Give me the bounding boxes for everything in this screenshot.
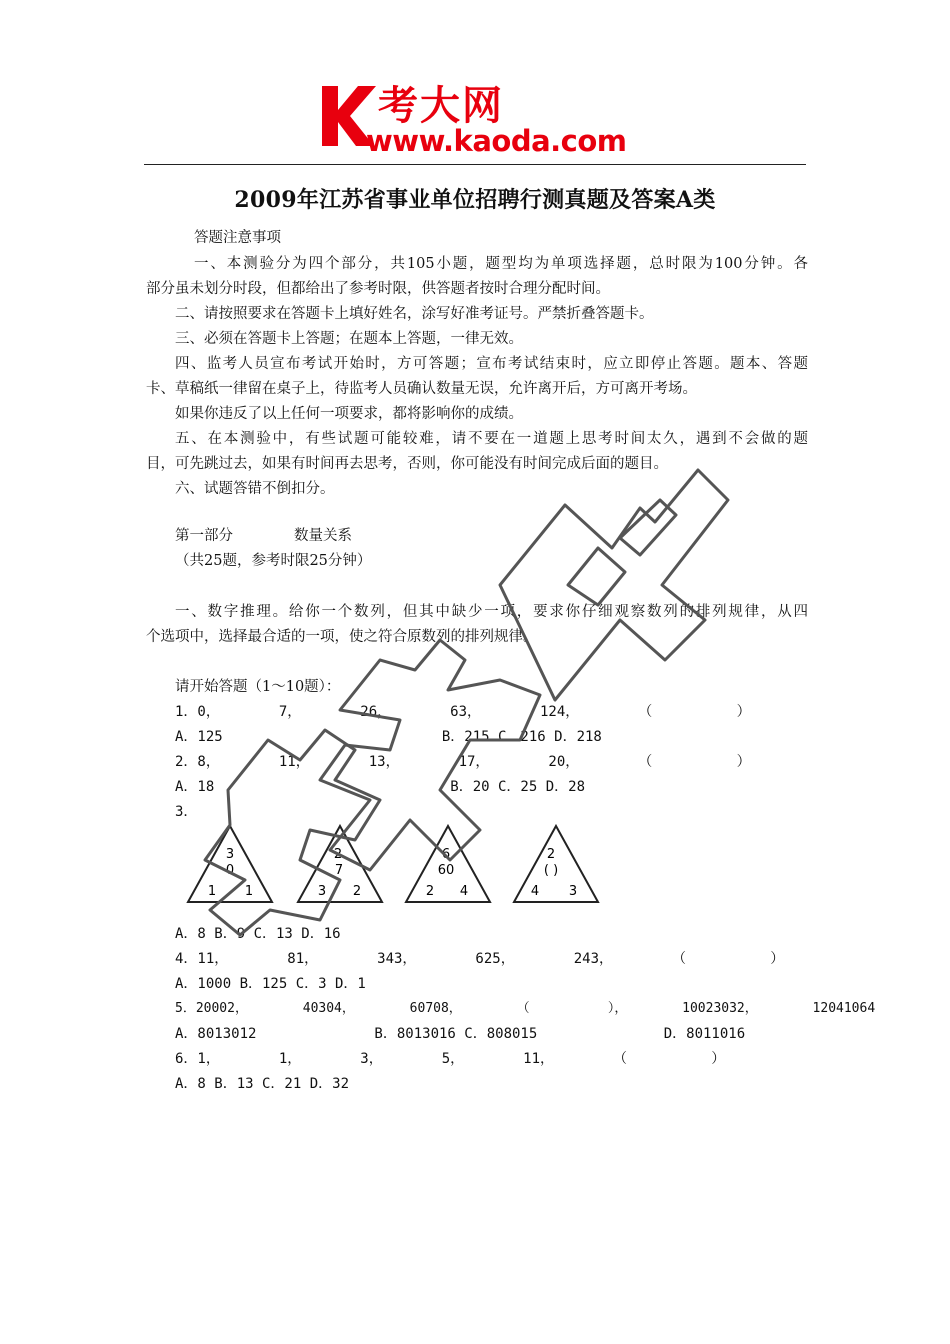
part1-intro: 一、数字推理。给你一个数列，但其中缺少一项，要求你仔细观察数列的排列规律，从四 [175, 604, 808, 620]
notice-item-5-cont: 目，可先跳过去，如果有时间再去思考，否则，你可能没有时间完成后面的题目。 [146, 456, 668, 472]
question-2: 2．8， 11， 13， 17， 20， （ ） [175, 754, 751, 770]
question-6: 6．1， 1， 3， 5， 11， （ ） [175, 1051, 726, 1067]
notice-item-1: 一、本测验分为四个部分，共105小题，题型均为单项选择题，总时限为100分钟。各 [194, 256, 808, 272]
triangle-right-number: 1 [244, 884, 254, 899]
triangle-top-number: 2 [546, 847, 556, 862]
triangle-top-number: 6 [441, 847, 451, 862]
document-title: 2009年江苏省事业单位招聘行测真题及答案A类 [234, 187, 716, 213]
header-divider [144, 164, 806, 165]
question-3: 3． [175, 804, 198, 820]
triangle-left-number: 3 [317, 884, 327, 899]
notice-item-5: 五、在本测验中，有些试题可能较难，请不要在一道题上思考时间太久，遇到不会做的题 [175, 431, 808, 447]
notice-item-3: 三、必须在答题卡上答题；在题本上答题，一律无效。 [175, 331, 523, 347]
notice-item-2: 二、请按照要求在答题卡上填好姓名，涂写好准考证号。严禁折叠答题卡。 [175, 306, 654, 322]
triangle-figure [298, 826, 382, 902]
triangle-right-number: 3 [568, 884, 578, 899]
question-3-options: A．8 B．9 C．13 D．16 [175, 926, 341, 942]
triangle-middle-number: 60 [437, 863, 455, 878]
question-6-options: A．8 B．13 C．21 D．32 [175, 1076, 350, 1092]
question-1: 1．0， 7， 26， 63， 124， （ ） [175, 704, 751, 720]
triangle-figure [188, 826, 272, 902]
question-1-options: A．125 B．215 C．216 D．218 [175, 729, 602, 745]
part1-note: （共25题，参考时限25分钟） [175, 553, 372, 569]
triangle-left-number: 2 [425, 884, 435, 899]
question-4-options: A．1000 B．125 C．3 D．1 [175, 976, 366, 992]
triangle-figure [514, 826, 598, 902]
part1-intro-cont: 个选项中，选择最合适的一项，使之符合原数列的排列规律。 [146, 629, 538, 645]
start-prompt: 请开始答题（1～10题）： [175, 679, 341, 695]
triangle-top-number: 2 [333, 847, 343, 862]
notice-heading: 答题注意事项 [194, 230, 281, 246]
notice-item-1-cont: 部分虽未划分时段，但都给出了参考时限，供答题者按时合理分配时间。 [146, 281, 610, 297]
question-5: 5．20002， 40304， 60708， （ ）， 10023032， 12041064 [175, 1001, 876, 1016]
triangle-middle-number: ( ) [543, 863, 559, 878]
question-4: 4．11， 81， 343， 625， 243， （ ） [175, 951, 785, 967]
logo-url-text: www.kaoda.com [366, 124, 627, 158]
triangle-left-number: 1 [207, 884, 217, 899]
part1-label: 第一部分 [175, 528, 233, 544]
kaoda-logo[interactable] [318, 80, 638, 160]
notice-warning: 如果你违反了以上任何一项要求，都将影响你的成绩。 [175, 406, 523, 422]
question-2-options: A．18 B．20 C．25 D．28 [175, 779, 586, 795]
notice-item-4-cont: 卡、草稿纸一律留在桌子上，待监考人员确认数量无误，允许离开后，方可离开考场。 [146, 381, 697, 397]
logo-brand-text: 考大网 [378, 83, 504, 129]
part1-name: 数量关系 [294, 528, 352, 544]
triangle-left-number: 4 [530, 884, 540, 899]
triangle-figure [406, 826, 490, 902]
triangle-right-number: 4 [459, 884, 469, 899]
triangle-figure-group [186, 822, 606, 912]
triangle-right-number: 2 [352, 884, 362, 899]
notice-item-6: 六、试题答错不倒扣分。 [175, 481, 335, 497]
triangle-middle-number: 7 [334, 863, 344, 878]
triangle-middle-number: 0 [225, 863, 235, 878]
question-5-options: A．8013012 B．8013016 C．808015 D．8011016 [175, 1026, 746, 1042]
notice-item-4: 四、监考人员宣布考试开始时，方可答题；宣布考试结束时，应立即停止答题。题本、答题 [175, 356, 808, 372]
triangle-top-number: 3 [225, 847, 235, 862]
